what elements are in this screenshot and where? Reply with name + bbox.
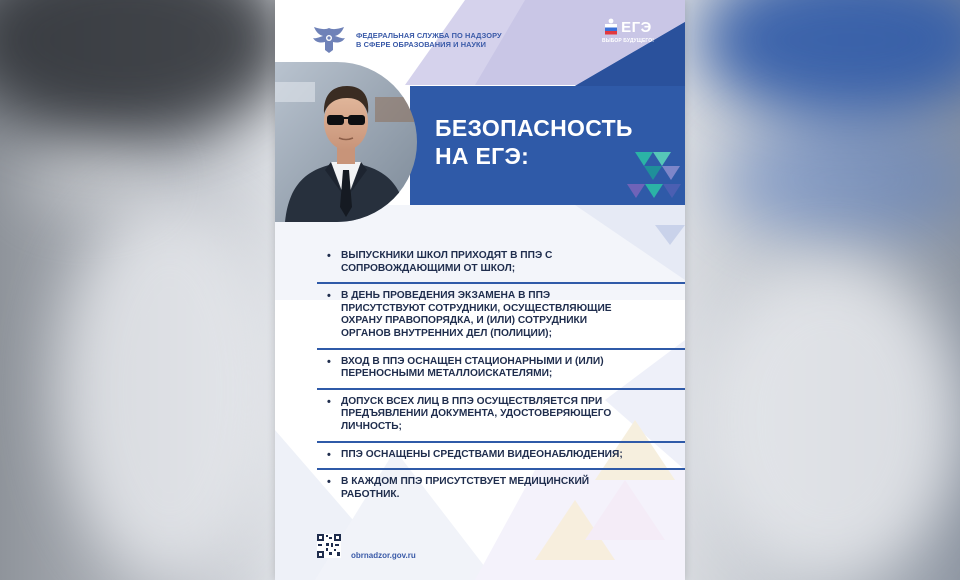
list-item-line: • ДОПУСК ВСЕХ ЛИЦ В ППЭ ОСУЩЕСТВЛЯЕТСЯ ПРИ [341, 395, 603, 407]
ege-flag-figure-icon [604, 18, 620, 36]
agency-branding [308, 24, 502, 56]
list-item-line: РАБОТНИК. [341, 488, 400, 500]
website-link[interactable]: obrnadzor.gov.ru [351, 551, 416, 560]
list-item-line: ОРГАНОВ ВНУТРЕННИХ ДЕЛ (ПОЛИЦИИ); [341, 327, 552, 339]
list-item [317, 244, 685, 284]
security-rules-list [317, 244, 685, 508]
list-item [317, 350, 685, 390]
poster [275, 0, 685, 580]
list-item-line: • ВХОД В ППЭ ОСНАЩЕН СТАЦИОНАРНЫМИ И (ИЛИ) [341, 355, 604, 367]
list-item [317, 284, 685, 349]
list-item-line: • В ДЕНЬ ПРОВЕДЕНИЯ ЭКЗАМЕНА В ППЭ [341, 290, 551, 302]
agency-name-line-1: ФЕДЕРАЛЬНАЯ СЛУЖБА ПО НАДЗОРУ [356, 30, 502, 40]
list-item-line: ПРИСУТСТВУЮТ СОТРУДНИКИ, ОСУЩЕСТВЛЯЮЩИЕ [341, 302, 612, 314]
list-item-line: • ВЫПУСКНИКИ ШКОЛ ПРИХОДЯТ В ППЭ С [341, 250, 553, 261]
list-item [317, 390, 685, 443]
list-item-line: СОПРОВОЖДАЮЩИМИ ОТ ШКОЛ; [341, 262, 516, 274]
page-title-line-2: НА ЕГЭ: [435, 143, 530, 169]
list-item-line: • В КАЖДОМ ППЭ ПРИСУТСТВУЕТ МЕДИЦИНСКИЙ [341, 476, 590, 488]
ege-slogan: ВЫБОР БУДУЩЕГО! [601, 38, 655, 44]
list-item-line: ПРЕДЪЯВЛЕНИИ ДОКУМЕНТА, УДОСТОВЕРЯЮЩЕГО [341, 408, 612, 420]
page-title [435, 114, 633, 170]
list-item-line: ОХРАНУ ПРАВОПОРЯДКА, И (ИЛИ) СОТРУДНИКИ [341, 315, 588, 327]
list-item [317, 470, 685, 508]
list-item [317, 443, 685, 471]
list-item-line: • ППЭ ОСНАЩЕНЫ СРЕДСТВАМИ ВИДЕОНАБЛЮДЕНИЯ; [341, 448, 623, 460]
ege-logo [597, 18, 659, 44]
list-item-line: ЛИЧНОСТЬ; [341, 420, 402, 432]
page-title-line-1: БЕЗОПАСНОСТЬ [435, 115, 633, 141]
agency-name [356, 31, 502, 50]
eagle-emblem-icon [308, 24, 350, 56]
qr-code-icon[interactable] [317, 534, 341, 558]
ege-title: ЕГЭ [621, 18, 652, 36]
list-item-line: ПЕРЕНОСНЫМИ МЕТАЛЛОИСКАТЕЛЯМИ; [341, 368, 553, 380]
agency-name-line-2: В СФЕРЕ ОБРАЗОВАНИЯ И НАУКИ [356, 40, 487, 49]
